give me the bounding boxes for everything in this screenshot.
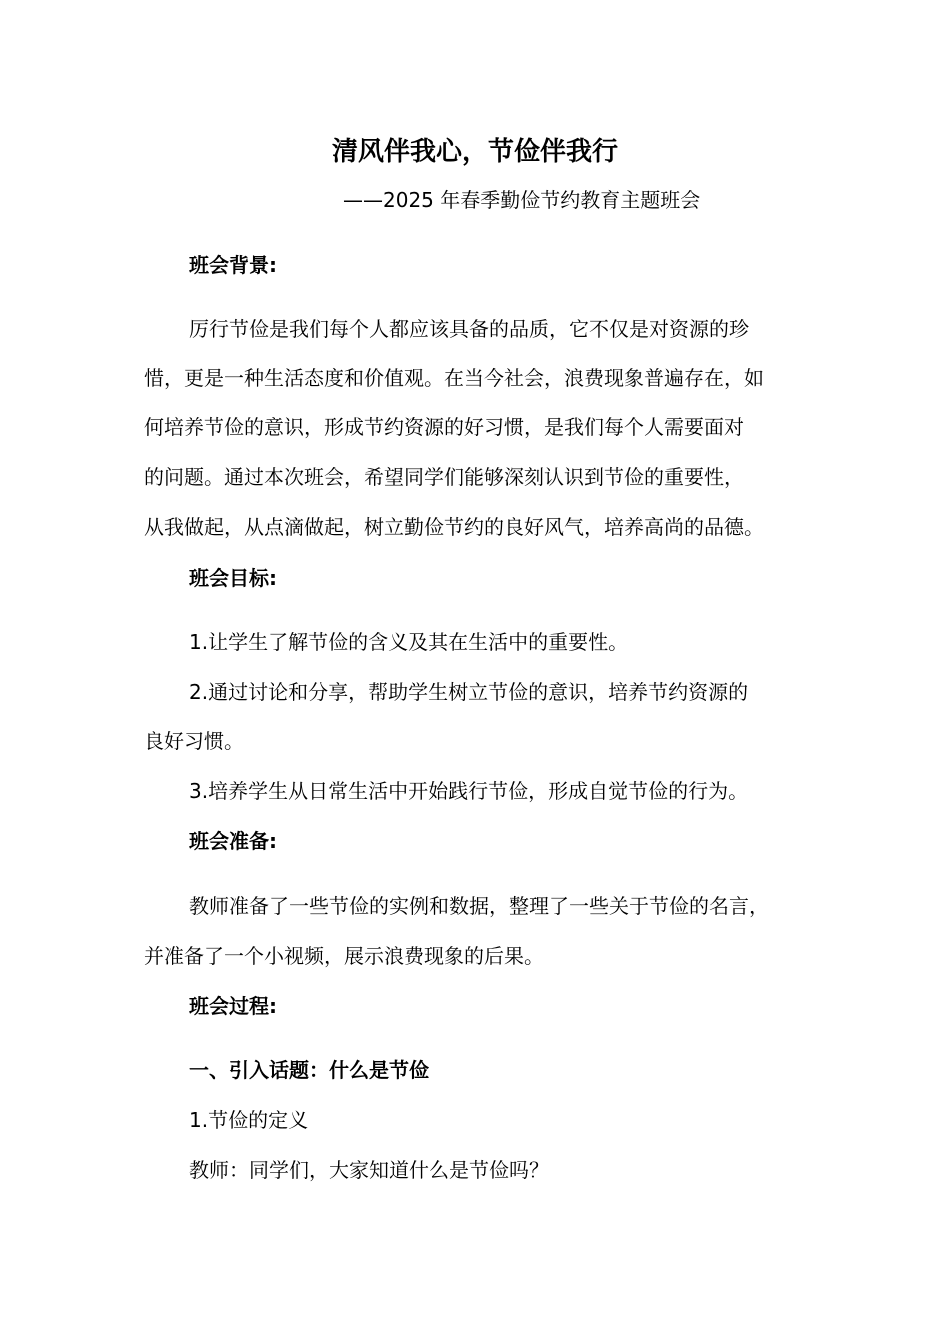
goal-item: 3.培养学生从日常生活中开始践行节俭，形成自觉节俭的行为。 <box>189 779 749 803</box>
goal-item-continued: 良好习惯。 <box>144 729 244 753</box>
document-subtitle: ——2025 年春季勤俭节约教育主题班会 <box>343 188 701 212</box>
paragraph-line: 厉行节俭是我们每个人都应该具备的品质，它不仅是对资源的珍 <box>189 317 749 341</box>
paragraph-line: 教师：同学们，大家知道什么是节俭吗？ <box>189 1158 549 1182</box>
subsection-heading: 一、引入话题：什么是节俭 <box>189 1058 429 1082</box>
section-heading-process: 班会过程: <box>189 994 277 1018</box>
goal-item: 1.让学生了解节俭的含义及其在生活中的重要性。 <box>189 630 629 654</box>
paragraph-line: 何培养节俭的意识，形成节约资源的好习惯，是我们每个人需要面对 <box>144 415 744 439</box>
paragraph-line: 惜，更是一种生活态度和价值观。在当今社会，浪费现象普遍存在，如 <box>144 366 764 390</box>
section-heading-goals: 班会目标: <box>189 566 277 590</box>
section-heading-background: 班会背景: <box>189 253 277 277</box>
paragraph-line: 并准备了一个小视频，展示浪费现象的后果。 <box>144 944 544 968</box>
paragraph-line: 从我做起，从点滴做起，树立勤俭节约的良好风气，培养高尚的品德。 <box>144 515 764 539</box>
goal-item: 2.通过讨论和分享，帮助学生树立节俭的意识，培养节约资源的 <box>189 680 749 704</box>
paragraph-line: 1.节俭的定义 <box>189 1108 309 1132</box>
paragraph-line: 的问题。通过本次班会，希望同学们能够深刻认识到节俭的重要性， <box>144 465 744 489</box>
document-title: 清风伴我心，节俭伴我行 <box>331 137 618 167</box>
section-heading-preparation: 班会准备: <box>189 829 277 853</box>
paragraph-line: 教师准备了一些节俭的实例和数据，整理了一些关于节俭的名言， <box>189 894 769 918</box>
